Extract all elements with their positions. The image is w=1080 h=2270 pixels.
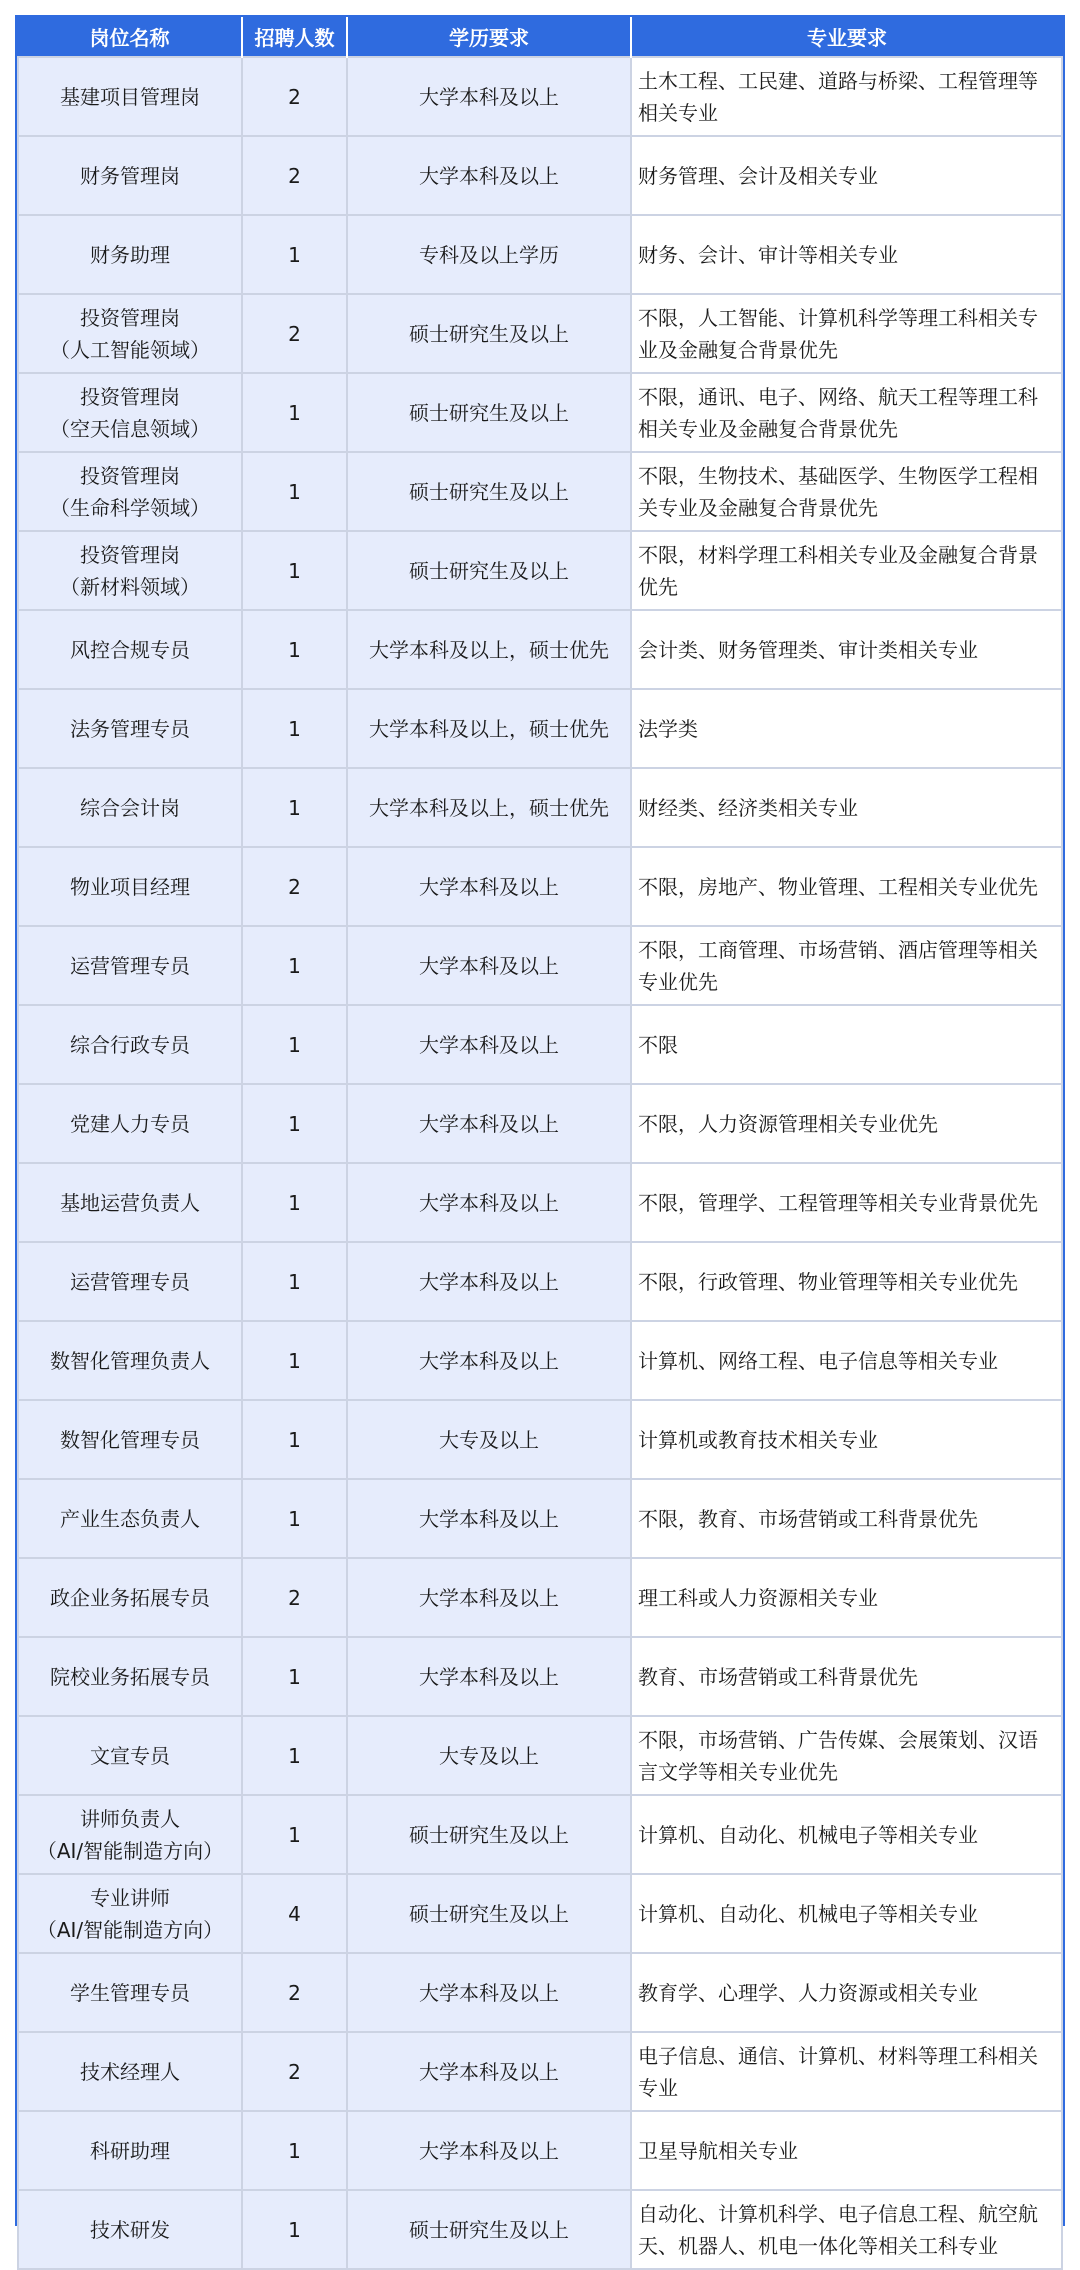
cell-education: 专科及以上学历 xyxy=(347,215,631,294)
table-row xyxy=(18,1005,1062,1084)
cell-major: 理工科或人力资源相关专业 xyxy=(631,1558,1062,1637)
position-name-line: 文宣专员 xyxy=(90,1743,170,1768)
table-row xyxy=(18,452,1062,531)
cell-education: 大学本科及以上 xyxy=(347,926,631,1005)
cell-major: 不限，工商管理、市场营销、酒店管理等相关专业优先 xyxy=(631,926,1062,1005)
cell-position xyxy=(18,926,242,1005)
cell-major: 不限，房地产、物业管理、工程相关专业优先 xyxy=(631,847,1062,926)
cell-major: 不限，材料学理工科相关专业及金融复合背景优先 xyxy=(631,531,1062,610)
cell-count: 1 xyxy=(242,215,347,294)
cell-count: 1 xyxy=(242,2190,347,2269)
position-name-line: 政企业务拓展专员 xyxy=(50,1585,210,1610)
cell-position xyxy=(18,2111,242,2190)
cell-position xyxy=(18,2032,242,2111)
cell-count: 1 xyxy=(242,531,347,610)
cell-count: 1 xyxy=(242,1400,347,1479)
cell-major: 财经类、经济类相关专业 xyxy=(631,768,1062,847)
cell-education: 大学本科及以上 xyxy=(347,1163,631,1242)
cell-major: 不限，通讯、电子、网络、航天工程等理工科相关专业及金融复合背景优先 xyxy=(631,373,1062,452)
table-row xyxy=(18,610,1062,689)
cell-position xyxy=(18,1163,242,1242)
cell-education: 大学本科及以上 xyxy=(347,847,631,926)
cell-education: 大学本科及以上 xyxy=(347,2032,631,2111)
cell-position xyxy=(18,531,242,610)
cell-count: 1 xyxy=(242,2111,347,2190)
cell-position xyxy=(18,1479,242,1558)
cell-position xyxy=(18,1558,242,1637)
header-major: 专业要求 xyxy=(631,17,1062,57)
table-row xyxy=(18,531,1062,610)
cell-count: 1 xyxy=(242,926,347,1005)
table-row xyxy=(18,1953,1062,2032)
position-name-line: 基建项目管理岗 xyxy=(60,84,200,109)
cell-education: 硕士研究生及以上 xyxy=(347,294,631,373)
cell-education: 大专及以上 xyxy=(347,1400,631,1479)
position-name-line: 投资管理岗 xyxy=(80,463,180,488)
cell-education: 大学本科及以上 xyxy=(347,136,631,215)
table-row xyxy=(18,768,1062,847)
position-name-line: 运营管理专员 xyxy=(70,953,190,978)
cell-education: 大学本科及以上 xyxy=(347,57,631,136)
table-row xyxy=(18,2190,1062,2269)
cell-education: 大学本科及以上 xyxy=(347,1953,631,2032)
cell-count: 2 xyxy=(242,847,347,926)
cell-major: 不限 xyxy=(631,1005,1062,1084)
cell-count: 1 xyxy=(242,768,347,847)
header-position: 岗位名称 xyxy=(18,17,242,57)
table-row xyxy=(18,1795,1062,1874)
cell-count: 1 xyxy=(242,689,347,768)
cell-count: 2 xyxy=(242,294,347,373)
position-name-line: 学生管理专员 xyxy=(70,1980,190,2005)
cell-position xyxy=(18,136,242,215)
cell-education: 大学本科及以上 xyxy=(347,1321,631,1400)
position-name-line: 科研助理 xyxy=(90,2138,170,2163)
table-row xyxy=(18,1163,1062,1242)
position-name-line: （人工智能领域） xyxy=(50,337,210,362)
cell-education: 大学本科及以上 xyxy=(347,1084,631,1163)
cell-count: 1 xyxy=(242,1716,347,1795)
cell-major: 教育学、心理学、人力资源或相关专业 xyxy=(631,1953,1062,2032)
cell-count: 1 xyxy=(242,1637,347,1716)
table-row xyxy=(18,689,1062,768)
table-row xyxy=(18,373,1062,452)
recruitment-table xyxy=(17,17,1063,2270)
cell-position xyxy=(18,1084,242,1163)
table-row xyxy=(18,926,1062,1005)
cell-position xyxy=(18,1400,242,1479)
cell-position xyxy=(18,2190,242,2269)
cell-education: 大学本科及以上 xyxy=(347,1005,631,1084)
cell-major: 计算机、自动化、机械电子等相关专业 xyxy=(631,1795,1062,1874)
cell-position xyxy=(18,610,242,689)
cell-major: 土木工程、工民建、道路与桥梁、工程管理等相关专业 xyxy=(631,57,1062,136)
cell-position xyxy=(18,689,242,768)
cell-major: 财务、会计、审计等相关专业 xyxy=(631,215,1062,294)
cell-position xyxy=(18,57,242,136)
table-row xyxy=(18,2032,1062,2111)
cell-count: 2 xyxy=(242,136,347,215)
table-row xyxy=(18,1400,1062,1479)
cell-major: 不限，管理学、工程管理等相关专业背景优先 xyxy=(631,1163,1062,1242)
cell-count: 1 xyxy=(242,452,347,531)
cell-count: 2 xyxy=(242,2032,347,2111)
cell-major: 法学类 xyxy=(631,689,1062,768)
table-row xyxy=(18,1558,1062,1637)
position-name-line: （新材料领域） xyxy=(60,574,200,599)
position-name-line: 数智化管理专员 xyxy=(60,1427,200,1452)
cell-position xyxy=(18,452,242,531)
table-row xyxy=(18,294,1062,373)
cell-education: 大学本科及以上 xyxy=(347,1558,631,1637)
cell-count: 1 xyxy=(242,1795,347,1874)
cell-major: 计算机或教育技术相关专业 xyxy=(631,1400,1062,1479)
cell-count: 4 xyxy=(242,1874,347,1953)
position-name-line: 法务管理专员 xyxy=(70,716,190,741)
position-name-line: 技术经理人 xyxy=(80,2059,180,2084)
cell-count: 1 xyxy=(242,1321,347,1400)
cell-major: 不限，市场营销、广告传媒、会展策划、汉语言文学等相关专业优先 xyxy=(631,1716,1062,1795)
table-row xyxy=(18,1716,1062,1795)
cell-count: 1 xyxy=(242,610,347,689)
cell-education: 大学本科及以上 xyxy=(347,2111,631,2190)
recruitment-table-container xyxy=(15,15,1065,2258)
cell-major: 不限，生物技术、基础医学、生物医学工程相关专业及金融复合背景优先 xyxy=(631,452,1062,531)
cell-education: 大学本科及以上 xyxy=(347,1637,631,1716)
table-row xyxy=(18,57,1062,136)
cell-count: 2 xyxy=(242,1558,347,1637)
cell-major: 不限，人力资源管理相关专业优先 xyxy=(631,1084,1062,1163)
position-name-line: 讲师负责人 xyxy=(80,1806,180,1831)
position-name-line: 财务助理 xyxy=(90,242,170,267)
table-row xyxy=(18,1479,1062,1558)
cell-count: 1 xyxy=(242,1005,347,1084)
position-name-line: 投资管理岗 xyxy=(80,305,180,330)
cell-position xyxy=(18,1242,242,1321)
position-name-line: 风控合规专员 xyxy=(70,637,190,662)
cell-count: 1 xyxy=(242,373,347,452)
cell-position xyxy=(18,847,242,926)
table-row xyxy=(18,1242,1062,1321)
position-name-line: 投资管理岗 xyxy=(80,384,180,409)
cell-position xyxy=(18,1953,242,2032)
position-name-line: 运营管理专员 xyxy=(70,1269,190,1294)
cell-education: 大学本科及以上 xyxy=(347,1242,631,1321)
cell-major: 自动化、计算机科学、电子信息工程、航空航天、机器人、机电一体化等相关工科专业 xyxy=(631,2190,1062,2269)
position-name-line: （AI/智能制造方向） xyxy=(36,1838,224,1863)
header-education: 学历要求 xyxy=(347,17,631,57)
cell-major: 计算机、网络工程、电子信息等相关专业 xyxy=(631,1321,1062,1400)
cell-education: 硕士研究生及以上 xyxy=(347,452,631,531)
table-row xyxy=(18,2111,1062,2190)
cell-position xyxy=(18,1716,242,1795)
position-name-line: （空天信息领域） xyxy=(50,416,210,441)
cell-education: 硕士研究生及以上 xyxy=(347,2190,631,2269)
position-name-line: 基地运营负责人 xyxy=(60,1190,200,1215)
cell-major: 不限，教育、市场营销或工科背景优先 xyxy=(631,1479,1062,1558)
cell-major: 计算机、自动化、机械电子等相关专业 xyxy=(631,1874,1062,1953)
position-name-line: 产业生态负责人 xyxy=(60,1506,200,1531)
cell-count: 2 xyxy=(242,57,347,136)
cell-education: 硕士研究生及以上 xyxy=(347,531,631,610)
table-row xyxy=(18,1321,1062,1400)
table-row xyxy=(18,136,1062,215)
cell-position xyxy=(18,1874,242,1953)
cell-count: 1 xyxy=(242,1084,347,1163)
table-header-row xyxy=(18,17,1062,57)
position-name-line: 院校业务拓展专员 xyxy=(50,1664,210,1689)
table-body xyxy=(18,57,1062,2269)
header-count: 招聘人数 xyxy=(242,17,347,57)
cell-count: 2 xyxy=(242,1953,347,2032)
table-row xyxy=(18,847,1062,926)
cell-count: 1 xyxy=(242,1479,347,1558)
cell-position xyxy=(18,1005,242,1084)
table-row xyxy=(18,1874,1062,1953)
cell-major: 财务管理、会计及相关专业 xyxy=(631,136,1062,215)
cell-position xyxy=(18,373,242,452)
cell-education: 大学本科及以上，硕士优先 xyxy=(347,689,631,768)
position-name-line: 物业项目经理 xyxy=(70,874,190,899)
cell-major: 教育、市场营销或工科背景优先 xyxy=(631,1637,1062,1716)
cell-education: 硕士研究生及以上 xyxy=(347,1874,631,1953)
cell-position xyxy=(18,1637,242,1716)
table-row xyxy=(18,1637,1062,1716)
cell-education: 大学本科及以上，硕士优先 xyxy=(347,610,631,689)
position-name-line: 综合会计岗 xyxy=(80,795,180,820)
position-name-line: 投资管理岗 xyxy=(80,542,180,567)
cell-major: 不限，行政管理、物业管理等相关专业优先 xyxy=(631,1242,1062,1321)
position-name-line: 综合行政专员 xyxy=(70,1032,190,1057)
cell-education: 大专及以上 xyxy=(347,1716,631,1795)
cell-count: 1 xyxy=(242,1242,347,1321)
cell-education: 硕士研究生及以上 xyxy=(347,373,631,452)
position-name-line: 财务管理岗 xyxy=(80,163,180,188)
cell-major: 会计类、财务管理类、审计类相关专业 xyxy=(631,610,1062,689)
position-name-line: （生命科学领域） xyxy=(50,495,210,520)
cell-position xyxy=(18,215,242,294)
position-name-line: 数智化管理负责人 xyxy=(50,1348,210,1373)
position-name-line: 技术研发 xyxy=(90,2217,170,2242)
cell-position xyxy=(18,1795,242,1874)
position-name-line: 党建人力专员 xyxy=(70,1111,190,1136)
position-name-line: 专业讲师 xyxy=(90,1885,170,1910)
table-row xyxy=(18,215,1062,294)
cell-count: 1 xyxy=(242,1163,347,1242)
cell-major: 电子信息、通信、计算机、材料等理工科相关专业 xyxy=(631,2032,1062,2111)
cell-major: 不限，人工智能、计算机科学等理工科相关专业及金融复合背景优先 xyxy=(631,294,1062,373)
cell-education: 大学本科及以上，硕士优先 xyxy=(347,768,631,847)
cell-education: 硕士研究生及以上 xyxy=(347,1795,631,1874)
cell-position xyxy=(18,294,242,373)
table-row xyxy=(18,1084,1062,1163)
cell-position xyxy=(18,1321,242,1400)
position-name-line: （AI/智能制造方向） xyxy=(36,1917,224,1942)
cell-education: 大学本科及以上 xyxy=(347,1479,631,1558)
cell-position xyxy=(18,768,242,847)
cell-major: 卫星导航相关专业 xyxy=(631,2111,1062,2190)
